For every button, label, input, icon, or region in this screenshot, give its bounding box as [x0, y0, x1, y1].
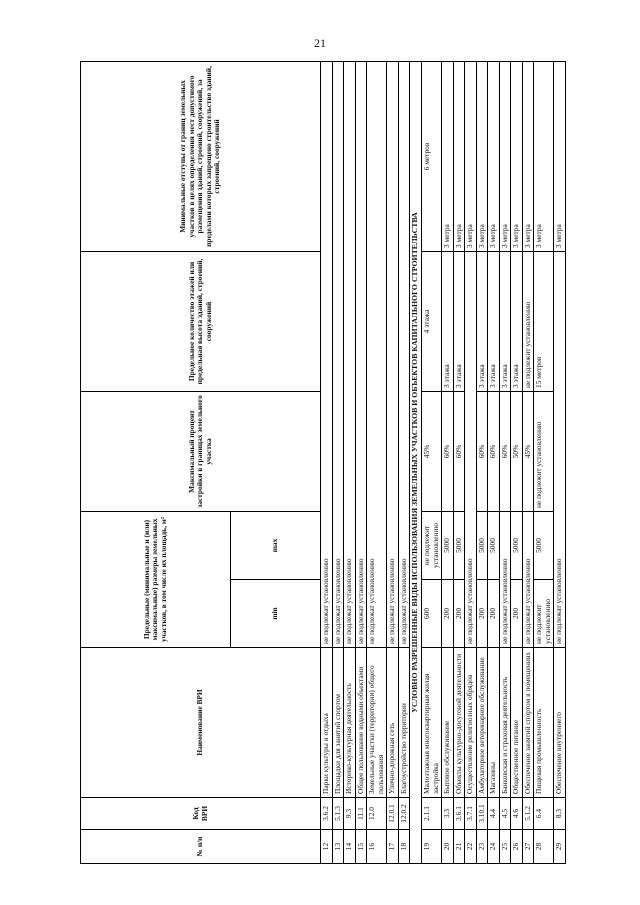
cell-pct: 50%: [511, 391, 523, 511]
cell-span: не подлежат установлению: [398, 61, 410, 647]
cell-pct: 60%: [453, 391, 465, 511]
table-row: [344, 61, 356, 863]
table-row: [511, 61, 523, 863]
cell-code: 8.3: [554, 798, 566, 830]
table-row: [332, 61, 344, 863]
cell-code: 4.5: [499, 798, 511, 830]
cell-code: 2.1.1: [422, 798, 442, 830]
cell-floors: 3 этажа: [453, 251, 465, 391]
cell-max: 5000: [534, 511, 554, 579]
page-number: 21: [314, 36, 326, 50]
cell-offset: 3 метра: [453, 61, 465, 251]
header-code: Код ВРИ: [81, 798, 321, 830]
section-row: [410, 61, 422, 863]
cell-offset: 3 метра: [554, 61, 566, 251]
cell-min: 200: [442, 580, 454, 648]
cell-num: 16: [367, 830, 387, 864]
header-name: Наименование ВРИ: [81, 648, 321, 798]
cell-num: 17: [387, 830, 399, 864]
cell-span: не подлежат установлению: [344, 61, 356, 647]
table-row: [522, 61, 534, 863]
cell-floors: 3 этажа: [511, 251, 523, 391]
header-floors: Предельное количество этажей или предельная высота зданий, строений, сооружений: [81, 251, 321, 391]
cell-offset: 3 метра: [488, 61, 500, 251]
cell-offset: 3 метра: [534, 61, 554, 251]
cell-max: 5000: [476, 511, 488, 579]
cell-name: Банковская и страховая деятельность: [499, 648, 511, 798]
cell-num: 15: [355, 830, 367, 864]
cell-offset: 3 метра: [476, 61, 488, 251]
table-row: [534, 61, 554, 863]
table-row: [398, 61, 410, 863]
cell-name: Пищевая промышленность: [534, 648, 554, 798]
cell-code: 12.0.1: [387, 798, 399, 830]
cell-num: 19: [422, 830, 442, 864]
cell-min: 200: [511, 580, 523, 648]
header-offset: Минимальные отступы от границ земельных участков в целях определения мест допустимого размещения зданий, строений, сооружений, за пределами которых запрещено строительство зданий, строений, сооружений: [81, 61, 321, 251]
cell-name: Малоэтажная многоквартирная жилая застройка: [422, 648, 442, 798]
cell-pct: 45%: [422, 391, 442, 511]
cell-pct: не подлежит установлению: [534, 391, 554, 511]
table-row: [442, 61, 454, 863]
cell-floors: 4 этажа: [422, 251, 442, 391]
cell-floors: не подлежит установлению: [522, 251, 534, 391]
cell-min: 600: [422, 580, 442, 648]
cell-code: 5.1.3: [332, 798, 344, 830]
cell-name: Обеспечение внутреннего: [554, 648, 566, 798]
cell-num: 12: [321, 830, 333, 864]
cell-max: не подлежит установлению: [422, 511, 442, 579]
cell-num: 29: [554, 830, 566, 864]
cell-code: 4.6: [511, 798, 523, 830]
header-size: Предельные (минимальные и (или) максимальные) размеры земельных участков, в том числе их площадь, м²: [81, 511, 231, 647]
cell-pct: 45%: [522, 391, 534, 511]
cell-num: 25: [499, 830, 511, 864]
cell-offset: 3 метра: [442, 61, 454, 251]
cell-name: Историко-культурная деятельность: [344, 648, 356, 798]
vri-table: [80, 61, 566, 864]
cell-num: 20: [442, 830, 454, 864]
cell-code: 3.7.1: [465, 798, 477, 830]
cell-code: 4.4: [488, 798, 500, 830]
cell-span: не подлежат установлению: [522, 511, 534, 647]
cell-floors: 3 этажа: [442, 251, 454, 391]
cell-num: 26: [511, 830, 523, 864]
cell-name: Объекты культурно-досуговой деятельности: [453, 648, 465, 798]
cell-code: 6.4: [534, 798, 554, 830]
cell-name: Благоустройство территории: [398, 648, 410, 798]
cell-name: Амбулаторное ветеринарное обслуживание: [476, 648, 488, 798]
header-pct: Максимальный процент застройки в границах земельного участка: [81, 391, 321, 511]
cell-name: Обеспечение занятий спортом в помещениях: [522, 648, 534, 798]
cell-floors: 3 этажа: [476, 251, 488, 391]
table-row: [554, 61, 566, 863]
table-row: [422, 61, 442, 863]
cell-span: не подлежат установлению: [367, 61, 387, 647]
cell-code: 12.0.2: [398, 798, 410, 830]
cell-name: Общественное питание: [511, 648, 523, 798]
cell-floors: 15 метров: [534, 251, 554, 391]
cell-num: 14: [344, 830, 356, 864]
table-row: [355, 61, 367, 863]
cell-name: Бытовое обслуживание: [442, 648, 454, 798]
cell-max: 5000: [511, 511, 523, 579]
cell-offset: 6 метров: [422, 61, 442, 251]
cell-min: 200: [488, 580, 500, 648]
cell-name: Площадки для занятий спортом: [332, 648, 344, 798]
cell-max: 5000: [488, 511, 500, 579]
cell-span: не подлежат установлению: [465, 251, 477, 647]
cell-code: 3.3: [442, 798, 454, 830]
cell-max: 5000: [442, 511, 454, 579]
cell-floors: 3 этажа: [488, 251, 500, 391]
cell-code: 3.6.2: [321, 798, 333, 830]
cell-num: 13: [332, 830, 344, 864]
rotated-table-page: [80, 62, 564, 864]
cell-name: Общее пользование водными объектами: [355, 648, 367, 798]
table-row: [367, 61, 387, 863]
table-container: [80, 62, 564, 864]
cell-max: 5000: [453, 511, 465, 579]
cell-name: Парки культуры и отдыха: [321, 648, 333, 798]
cell-span: не подлежат установлению: [332, 61, 344, 647]
header-min: min: [231, 580, 321, 648]
cell-pct: 60%: [499, 391, 511, 511]
cell-num: 24: [488, 830, 500, 864]
cell-code: 11.1: [355, 798, 367, 830]
table-row: [453, 61, 465, 863]
cell-offset: 3 метра: [465, 61, 477, 251]
cell-span: не подлежат установлению: [355, 61, 367, 647]
cell-num: 22: [465, 830, 477, 864]
cell-span: не подлежат установлению: [387, 61, 399, 647]
cell-num: 28: [534, 830, 554, 864]
cell-name: Осуществление религиозных обрядов: [465, 648, 477, 798]
cell-code: 12.0: [367, 798, 387, 830]
table-row: [499, 61, 511, 863]
cell-num: 23: [476, 830, 488, 864]
table-row: [321, 61, 333, 863]
table-row: [387, 61, 399, 863]
cell-min: 200: [453, 580, 465, 648]
cell-name: Земельные участки (территории) общего пользования: [367, 648, 387, 798]
cell-offset: 3 метра: [522, 61, 534, 251]
cell-pct: 60%: [488, 391, 500, 511]
cell-min: не подлежит установлению: [534, 580, 554, 648]
cell-num: 18: [398, 830, 410, 864]
table-row: [465, 61, 477, 863]
cell-code: 5.1.2: [522, 798, 534, 830]
cell-name: Улично-дорожная сеть: [387, 648, 399, 798]
table-row: [488, 61, 500, 863]
cell-min: 200: [476, 580, 488, 648]
cell-floors: 3 этажа: [499, 251, 511, 391]
cell-code: 9.3: [344, 798, 356, 830]
cell-code: 3.6.1: [453, 798, 465, 830]
cell-pct: 60%: [476, 391, 488, 511]
cell-span: не подлежат установлению: [499, 511, 511, 647]
cell-name: Магазины: [488, 648, 500, 798]
table-row: [476, 61, 488, 863]
cell-num: 27: [522, 830, 534, 864]
cell-offset: 3 метра: [511, 61, 523, 251]
cell-num: 21: [453, 830, 465, 864]
cell-code: 3.10.1: [476, 798, 488, 830]
section-title: УСЛОВНО РАЗРЕШЕННЫЕ ВИДЫ ИСПОЛЬЗОВАНИЯ ЗЕМЕЛЬНЫХ УЧАСТКОВ И ОБЪЕКТОВ КАПИТАЛЬНОГО СТРОИТЕЛЬСТВА: [410, 61, 422, 863]
cell-offset: 3 метра: [499, 61, 511, 251]
cell-pct: 60%: [442, 391, 454, 511]
cell-span: не подлежат установлению: [554, 251, 566, 647]
cell-span: не подлежат установлению: [321, 61, 333, 647]
header-num: № п/п: [81, 830, 321, 864]
header-max: max: [231, 511, 321, 579]
